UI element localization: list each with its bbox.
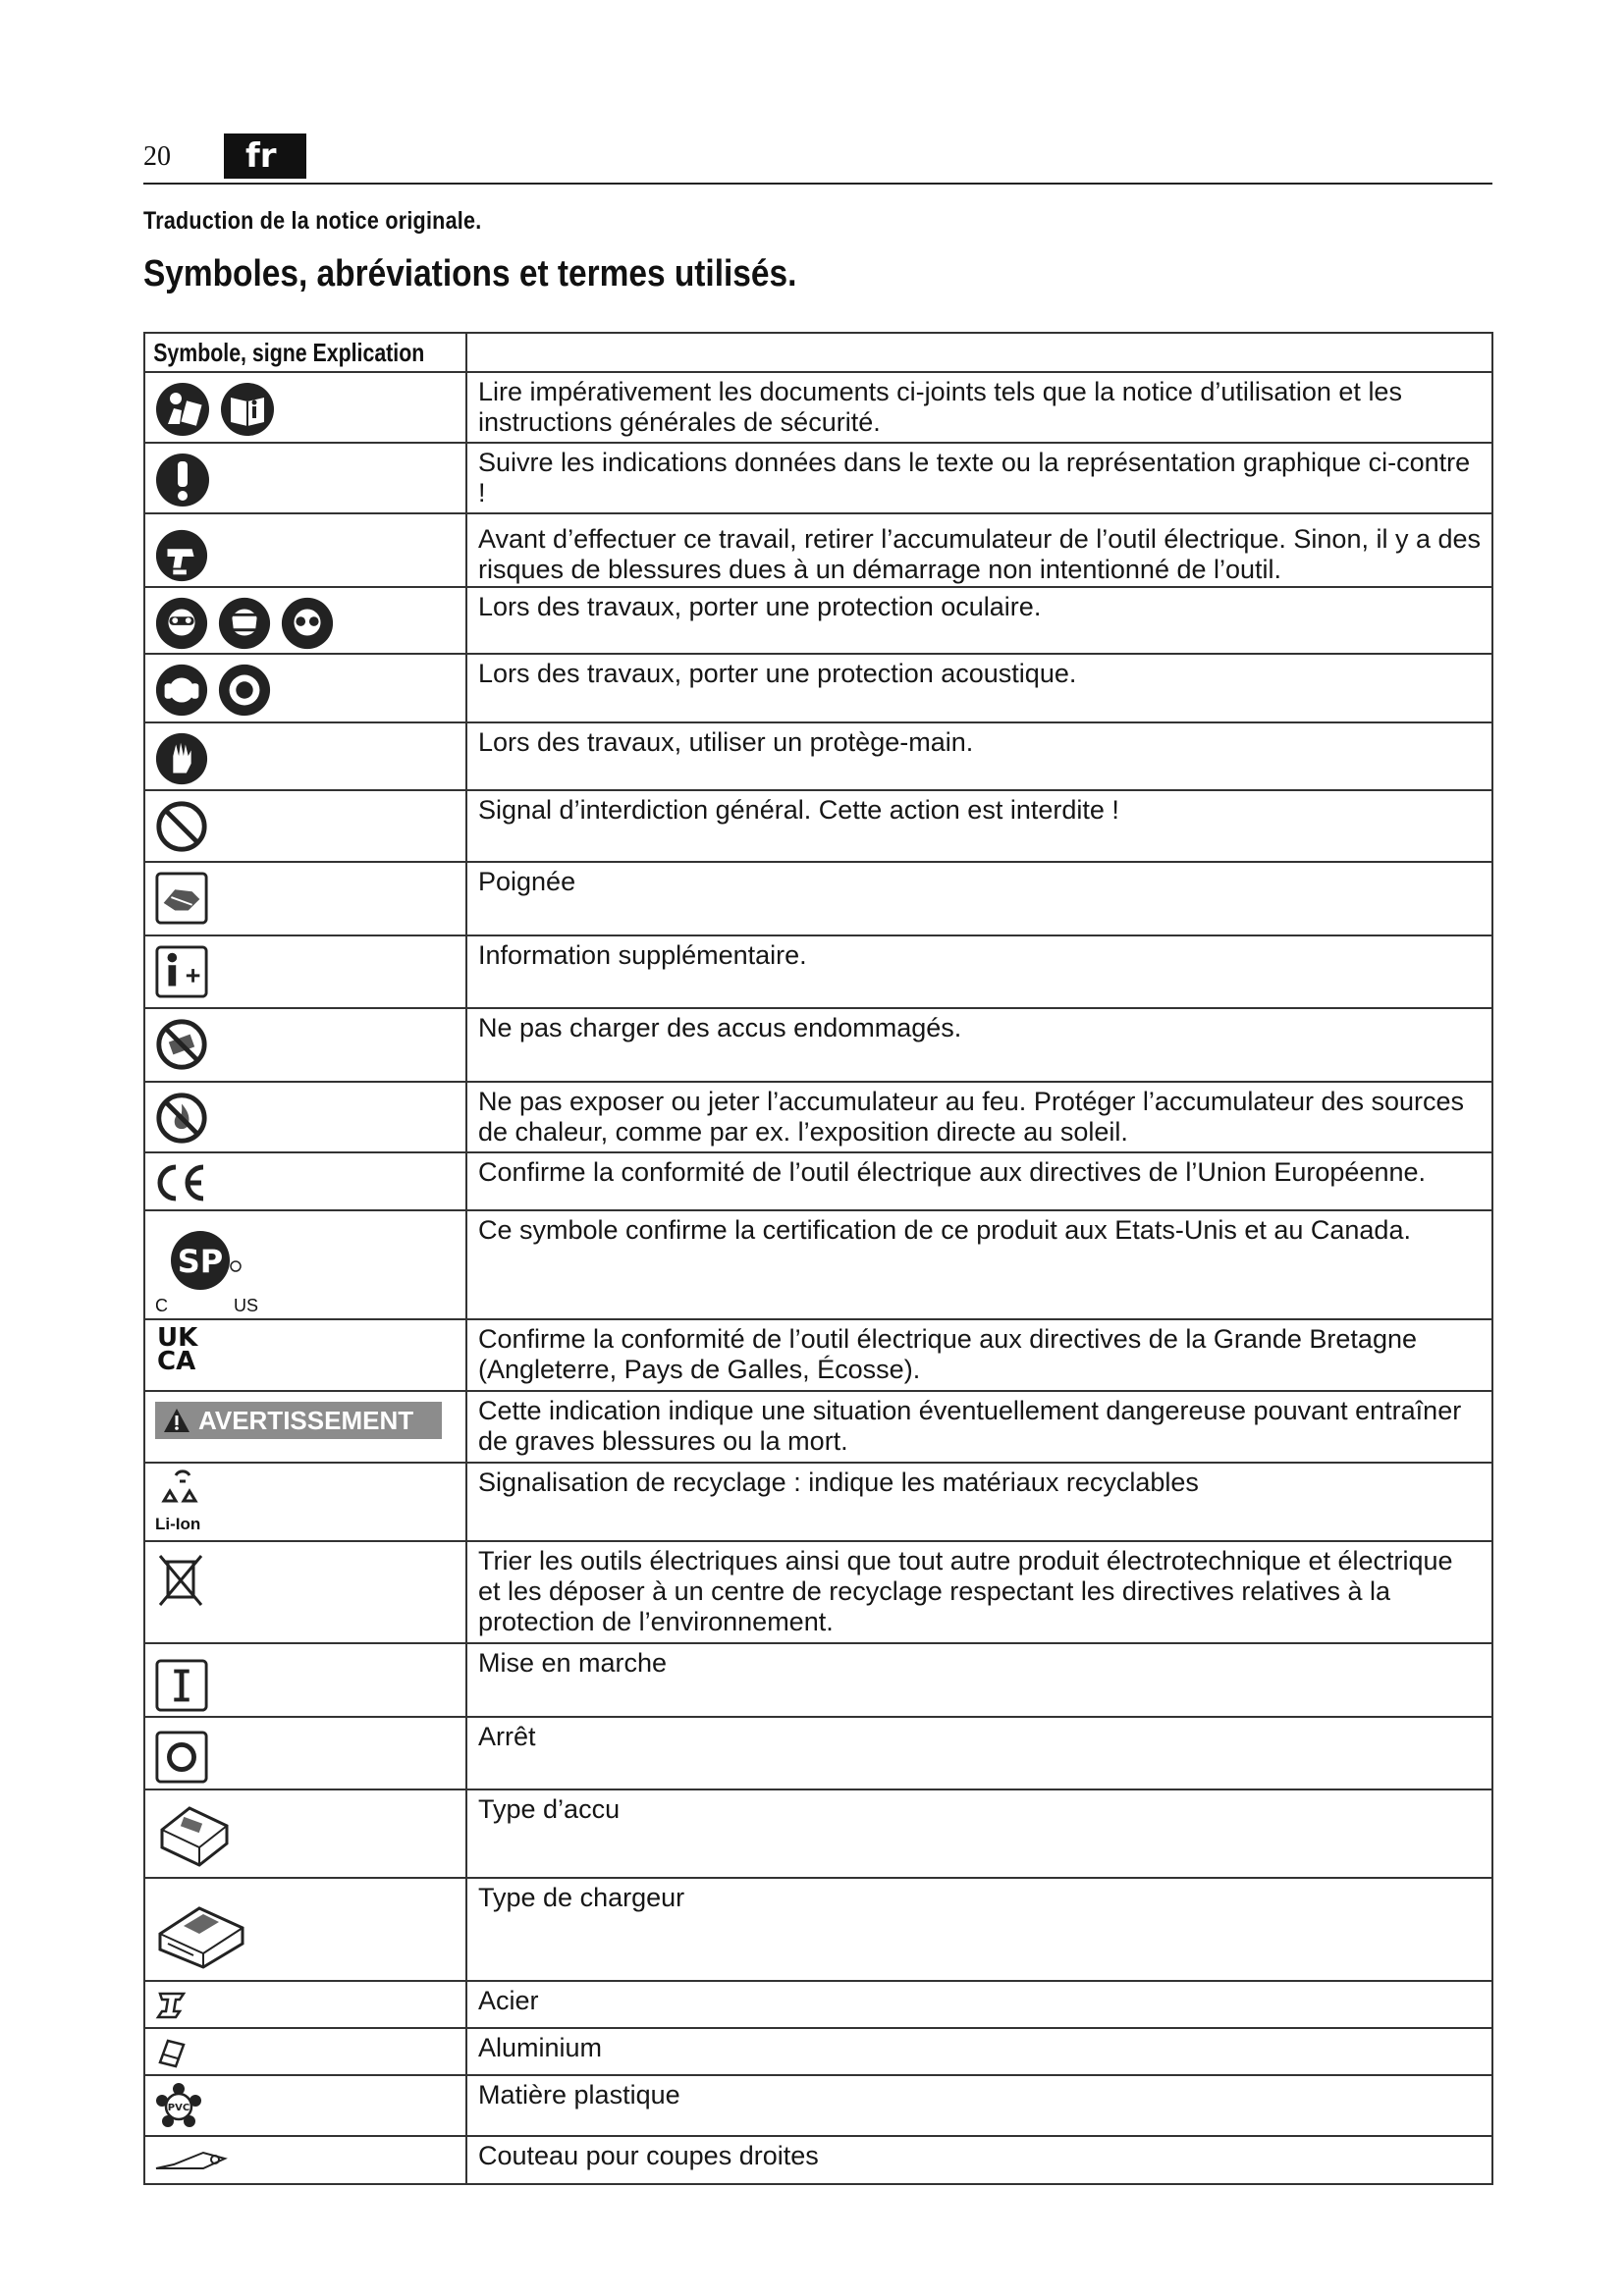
table-row — [144, 372, 1492, 443]
table-row — [144, 1152, 1492, 1210]
symbols-table — [143, 332, 1493, 2185]
exclamation-icon — [154, 452, 211, 508]
row-text: Mise en marche — [478, 1648, 668, 1678]
read-manual-icon — [154, 381, 211, 438]
table-row — [144, 1463, 1492, 1541]
ukca-mark-icon — [145, 1320, 465, 1376]
battery-type-icon — [154, 1800, 233, 1871]
csa-mark-icon — [165, 1227, 244, 1298]
table-row — [144, 2075, 1492, 2136]
table-header-row — [144, 333, 1492, 372]
document-subtitle: Traduction de la notice originale. — [143, 207, 482, 235]
language-badge: fr — [224, 133, 306, 179]
row-text: Confirme la conformité de l’outil électrique aux directives de l’Union Européenne. — [478, 1157, 1427, 1187]
row-text: Acier — [478, 1986, 539, 2015]
table-row — [144, 1789, 1492, 1878]
row-text: Type de chargeur — [478, 1883, 685, 1912]
row-text: Matière plastique — [478, 2080, 680, 2109]
row-text: Avant d’effectuer ce travail, retirer l’accumulateur de l’outil électrique. Sinon, il y a des risques de blessures dues à un démarrage non intentionné de l’outil. — [478, 524, 1482, 584]
row-text: Cette indication indique une situation éventuellement dangereuse pouvant entraîner de graves blessures ou la mort. — [478, 1396, 1462, 1456]
safety-goggles-icon — [154, 596, 209, 651]
recycling-icon — [154, 1468, 209, 1517]
warning-label: AVERTISSEMENT — [198, 1405, 414, 1435]
row-text: Arrêt — [478, 1722, 536, 1751]
row-text: Lors des travaux, porter une protection acoustique. — [478, 659, 1077, 688]
table-row — [144, 935, 1492, 1008]
table-row — [144, 1008, 1492, 1082]
aluminium-icon — [154, 2035, 189, 2070]
table-row — [144, 1717, 1492, 1789]
row-text: Ce symbole confirme la certification de ce produit aux Etats-Unis et au Canada. — [478, 1215, 1411, 1245]
ce-mark-icon — [154, 1163, 209, 1202]
table-row — [144, 790, 1492, 862]
table-row — [144, 2028, 1492, 2075]
page-number: 20 — [143, 141, 171, 172]
gloves-icon — [154, 731, 209, 786]
csa-left-label: C — [155, 1296, 168, 1315]
face-shield-icon — [217, 596, 272, 651]
table-header-label: Symbole, signe Explication — [153, 338, 425, 367]
ear-muffs-icon — [154, 663, 209, 718]
row-text: Poignée — [478, 867, 576, 896]
warning-badge — [155, 1402, 442, 1439]
svg-text:SP: SP — [177, 1243, 224, 1280]
safety-glasses-icon — [280, 596, 335, 651]
row-text: Type d’accu — [478, 1794, 621, 1824]
info-book-icon — [219, 381, 276, 438]
table-row — [144, 2136, 1492, 2184]
table-row — [144, 722, 1492, 790]
table-row — [144, 1541, 1492, 1643]
li-ion-label: Li-Ion — [155, 1515, 201, 1533]
table-row — [144, 862, 1492, 935]
table-row — [144, 443, 1492, 513]
charger-type-icon — [154, 1893, 248, 1971]
table-row — [144, 1981, 1492, 2028]
ukca-line1: UK — [157, 1323, 198, 1353]
table-row — [144, 654, 1492, 722]
ear-protection-icon — [217, 663, 272, 718]
table-row — [144, 513, 1492, 587]
table-row — [144, 1643, 1492, 1717]
row-text: Aluminium — [478, 2033, 603, 2062]
no-damaged-battery-icon — [154, 1017, 209, 1072]
row-text: Suivre les indications données dans le texte ou la représentation graphique ci-contre ! — [478, 448, 1471, 507]
table-row — [144, 587, 1492, 654]
remove-battery-icon — [154, 528, 209, 583]
row-text: Lors des travaux, porter une protection oculaire. — [478, 592, 1042, 621]
handle-icon — [154, 871, 209, 926]
table-row — [144, 1319, 1492, 1391]
row-text: Confirme la conformité de l’outil électrique aux directives de la Grande Bretagne (Angleterre, Pays de Galles, Écosse). — [478, 1324, 1417, 1384]
row-text: Lire impérativement les documents ci-joints tels que la notice d’utilisation et les instructions générales de sécurité. — [478, 377, 1402, 437]
row-text: Signal d’interdiction général. Cette action est interdite ! — [478, 795, 1119, 825]
table-row — [144, 1878, 1492, 1981]
no-fire-icon — [154, 1091, 209, 1146]
ukca-line2: CA — [157, 1347, 196, 1376]
pvc-label: PVC — [167, 2103, 190, 2113]
plastic-pvc-icon — [154, 2082, 203, 2131]
row-text: Information supplémentaire. — [478, 940, 807, 970]
row-text: Couteau pour coupes droites — [478, 2141, 819, 2170]
row-text: Signalisation de recyclage : indique les matériaux recyclables — [478, 1468, 1199, 1497]
row-text: Lors des travaux, utiliser un protège-main. — [478, 727, 974, 757]
table-row — [144, 1082, 1492, 1152]
straight-knife-icon — [154, 2145, 233, 2174]
page-header — [143, 132, 1492, 185]
prohibition-icon — [154, 799, 209, 854]
table-row — [144, 1391, 1492, 1463]
warning-triangle-icon — [163, 1408, 190, 1433]
power-on-icon — [154, 1658, 209, 1713]
row-text: Ne pas exposer ou jeter l’accumulateur au feu. Protéger l’accumulateur des sources de chaleur, comme par ex. l’exposition directe au soleil. — [478, 1087, 1465, 1147]
row-text: Trier les outils électriques ainsi que tout autre produit électrotechnique et électrique et les déposer à un centre de recyclage respectant les directives relatives à la protection de l’environnement. — [478, 1546, 1453, 1636]
info-plus-icon — [154, 944, 209, 999]
page-title: Symboles, abréviations et termes utilisés. — [143, 253, 797, 294]
steel-icon — [154, 1988, 189, 2023]
power-off-icon — [154, 1730, 209, 1785]
csa-right-label: US — [234, 1296, 259, 1315]
table-row — [144, 1210, 1492, 1319]
row-text: Ne pas charger des accus endommagés. — [478, 1013, 962, 1042]
weee-bin-icon — [154, 1550, 209, 1609]
